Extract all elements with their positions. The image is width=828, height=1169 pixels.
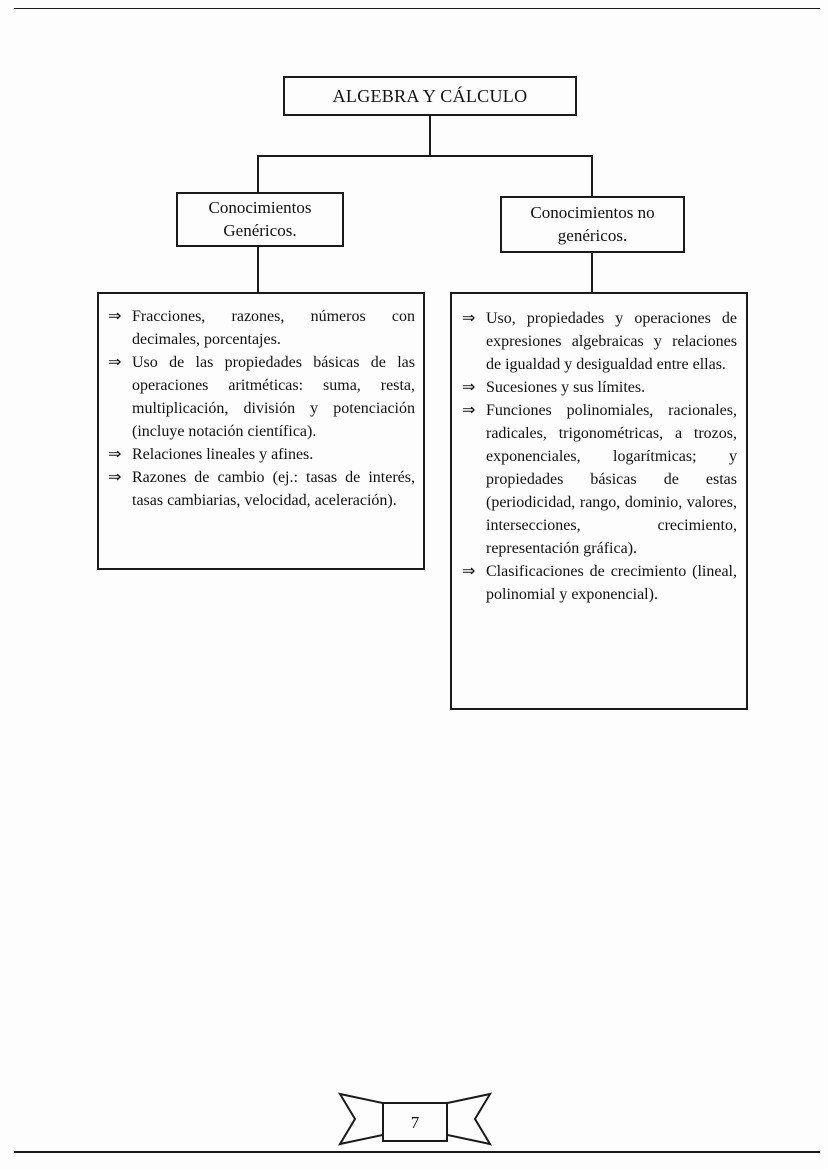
connector-right-content-drop xyxy=(591,253,593,292)
list-item xyxy=(108,466,415,512)
list-item-text: Relaciones lineales y afines. xyxy=(132,446,314,463)
branch-generic-knowledge xyxy=(176,192,344,247)
connector-left-branch-drop xyxy=(257,155,259,192)
non-generic-knowledge-list xyxy=(450,292,748,710)
list-item xyxy=(462,307,737,376)
arrow-bullet-icon: ⇒ xyxy=(108,446,122,463)
page-frame-bottom-line xyxy=(14,1151,820,1153)
list-item-text: Funciones polinomiales, racionales, radicales, trigonométricas, a trozos, exponenciales, logarítmicas; y propiedades básicas de estas (periodicidad, rango, dominio, valores, intersecciones, crecimiento, representación gráfica). xyxy=(486,402,737,557)
connector-left-content-drop xyxy=(257,247,259,292)
arrow-bullet-icon: ⇒ xyxy=(108,308,122,325)
page-frame-top-line xyxy=(14,8,820,9)
list-item-text: Fracciones, razones, números con decimales, porcentajes. xyxy=(132,308,415,348)
list-item-text: Uso de las propiedades básicas de las operaciones aritméticas: suma, resta, multiplicación, división y potenciación (incluye notación científica). xyxy=(132,354,415,440)
list-item-text: Clasificaciones de crecimiento (lineal, polinomial y exponencial). xyxy=(486,563,737,603)
list-item xyxy=(108,305,415,351)
connector-right-branch-drop xyxy=(591,155,593,196)
connector-horizontal xyxy=(257,155,593,157)
arrow-bullet-icon: ⇒ xyxy=(462,402,476,419)
arrow-bullet-icon: ⇒ xyxy=(108,469,122,486)
arrow-bullet-icon: ⇒ xyxy=(108,354,122,371)
arrow-bullet-icon: ⇒ xyxy=(462,379,476,396)
arrow-bullet-icon: ⇒ xyxy=(462,563,476,580)
generic-knowledge-list xyxy=(97,292,425,570)
branch-generic-knowledge-label: Conocimientos Genéricos. xyxy=(208,197,312,240)
root-node-title: ALGEBRA Y CÁLCULO xyxy=(332,85,528,106)
list-item-text: Sucesiones y sus límites. xyxy=(486,379,646,396)
branch-non-generic-knowledge-label: Conocimientos no genéricos. xyxy=(530,202,655,245)
list-item xyxy=(462,399,737,560)
root-node-algebra-calculo xyxy=(283,76,577,116)
list-item xyxy=(108,443,415,466)
list-item-text: Uso, propiedades y operaciones de expresiones algebraicas y relaciones de igualdad y desigualdad entre ellas. xyxy=(486,310,737,373)
arrow-bullet-icon: ⇒ xyxy=(462,310,476,327)
connector-root-down xyxy=(429,116,431,156)
list-item-text: Razones de cambio (ej.: tasas de interés, tasas cambiarias, velocidad, aceleración). xyxy=(132,469,415,509)
list-item xyxy=(108,351,415,443)
list-item xyxy=(462,376,737,399)
list-item xyxy=(462,560,737,606)
branch-non-generic-knowledge xyxy=(500,196,685,253)
page-number: 7 xyxy=(410,1113,420,1132)
